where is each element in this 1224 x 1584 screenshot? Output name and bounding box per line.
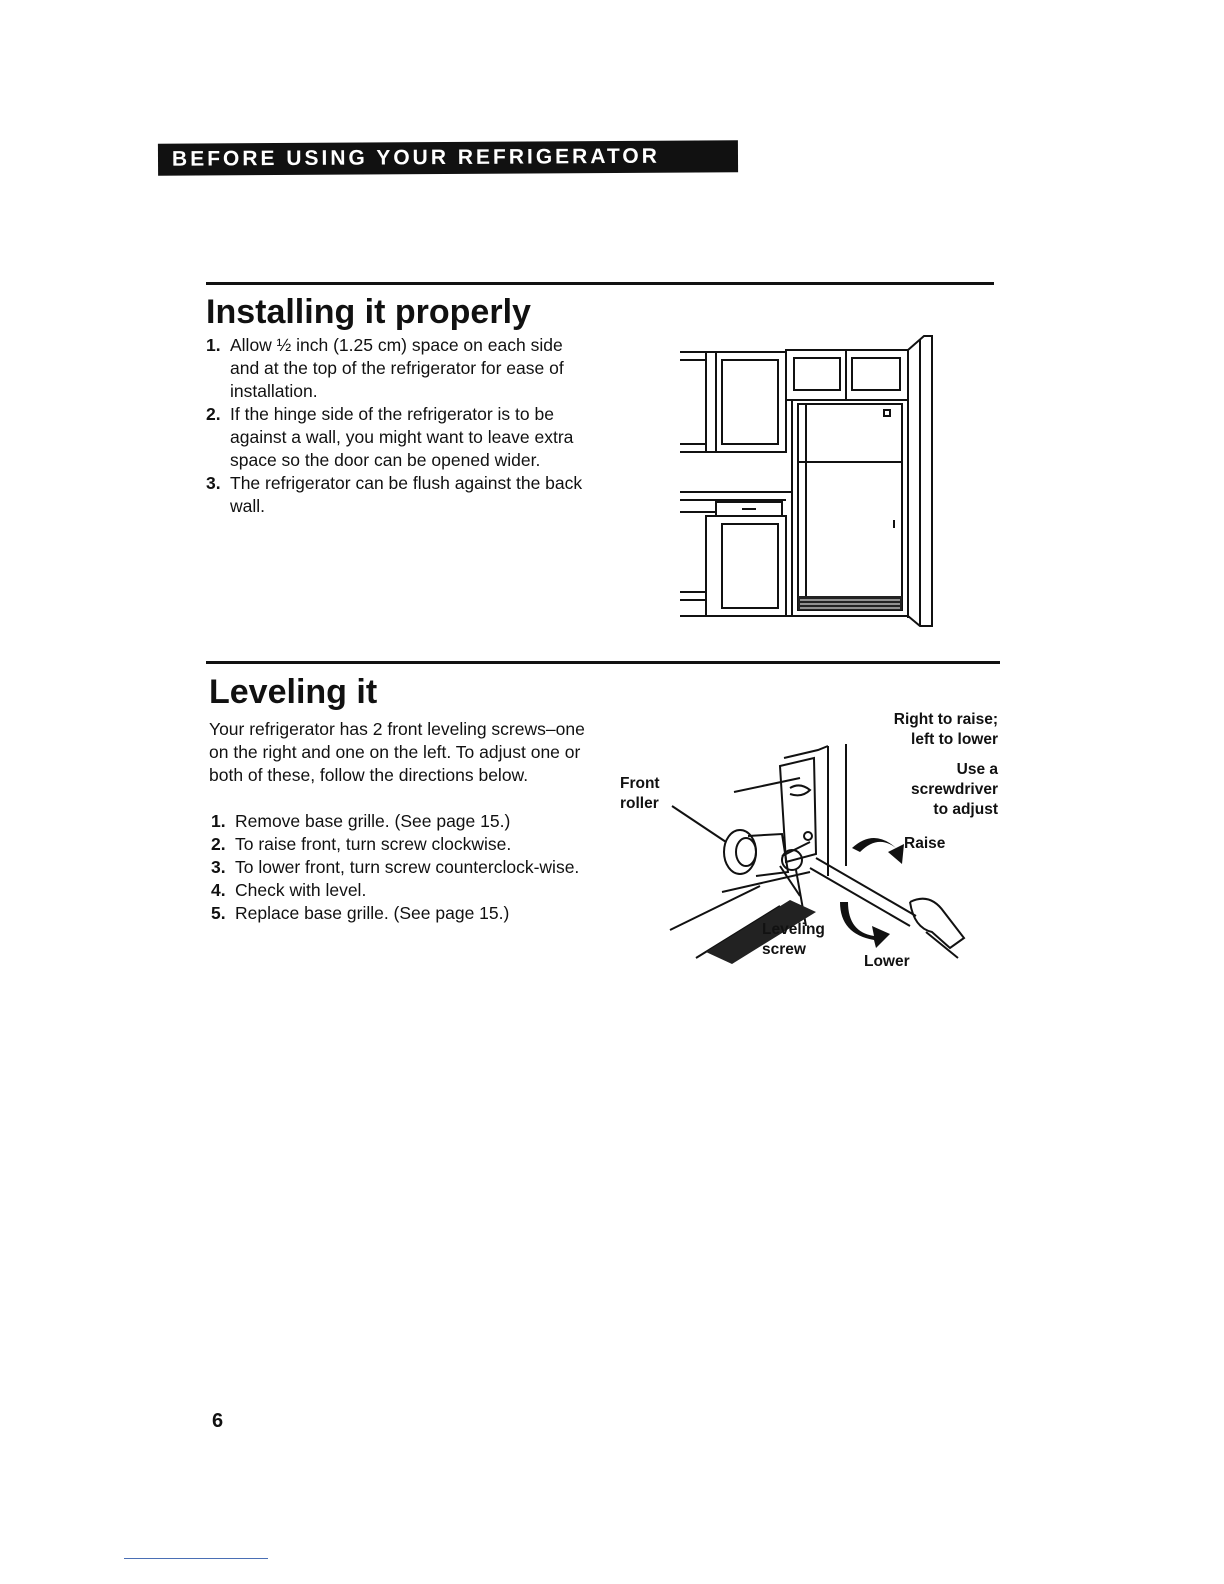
installing-steps	[206, 334, 586, 518]
footer-divider	[124, 1558, 268, 1559]
step-number: 4.	[211, 880, 226, 900]
list-item	[211, 833, 601, 856]
leveling-title: Leveling it	[209, 673, 378, 711]
step-number: 2.	[206, 404, 221, 424]
list-item	[211, 902, 601, 925]
step-text: To lower front, turn screw counterclock-wise.	[235, 857, 580, 877]
step-text: Replace base grille. (See page 15.)	[235, 903, 510, 923]
installing-title: Installing it properly	[206, 293, 531, 331]
label-lower: Lower	[864, 953, 910, 970]
step-text: The refrigerator can be flush against the back wall.	[230, 473, 583, 516]
step-text: To raise front, turn screw clockwise.	[235, 834, 512, 854]
list-item	[211, 810, 601, 833]
label-front: Front	[620, 775, 660, 792]
leveling-steps	[211, 810, 601, 925]
refrigerator-cabinet-illustration	[676, 330, 940, 630]
step-text: Allow ½ inch (1.25 cm) space on each side and at the top of the refrigerator for ease of installation.	[230, 335, 564, 401]
step-number: 1.	[211, 811, 226, 831]
label-leveling: Leveling	[762, 921, 825, 938]
step-text: Remove base grille. (See page 15.)	[235, 811, 511, 831]
step-number: 5.	[211, 903, 226, 923]
label-screw: screw	[762, 941, 806, 958]
section-banner: BEFORE USING YOUR REFRIGERATOR	[158, 140, 738, 176]
page-number: 6	[212, 1410, 224, 1432]
list-item	[206, 334, 586, 403]
list-item	[211, 856, 601, 879]
leveling-intro: Your refrigerator has 2 front leveling screws–one on the right and one on the left. To adjust one or both of these, follow the directions below.	[209, 719, 585, 785]
list-item	[206, 472, 586, 518]
step-text: If the hinge side of the refrigerator is to be against a wall, you might want to leave extra space so the door can be opened wider.	[230, 404, 574, 470]
label-left-to-lower: left to lower	[911, 731, 998, 748]
step-number: 3.	[211, 857, 226, 877]
label-use-a: Use a	[956, 761, 998, 778]
step-number: 2.	[211, 834, 226, 854]
step-text: Check with level.	[235, 880, 367, 900]
label-to-adjust: to adjust	[933, 801, 998, 818]
label-raise: Raise	[904, 835, 946, 852]
step-number: 1.	[206, 335, 221, 355]
step-number: 3.	[206, 473, 221, 493]
list-item	[211, 879, 601, 902]
list-item	[206, 403, 586, 472]
label-right-to-raise: Right to raise;	[893, 711, 998, 728]
label-screwdriver: screwdriver	[910, 781, 998, 798]
section-divider	[206, 282, 994, 285]
leveling-screw-illustration	[610, 706, 1004, 976]
section-divider	[206, 661, 1000, 664]
label-roller: roller	[620, 795, 659, 812]
